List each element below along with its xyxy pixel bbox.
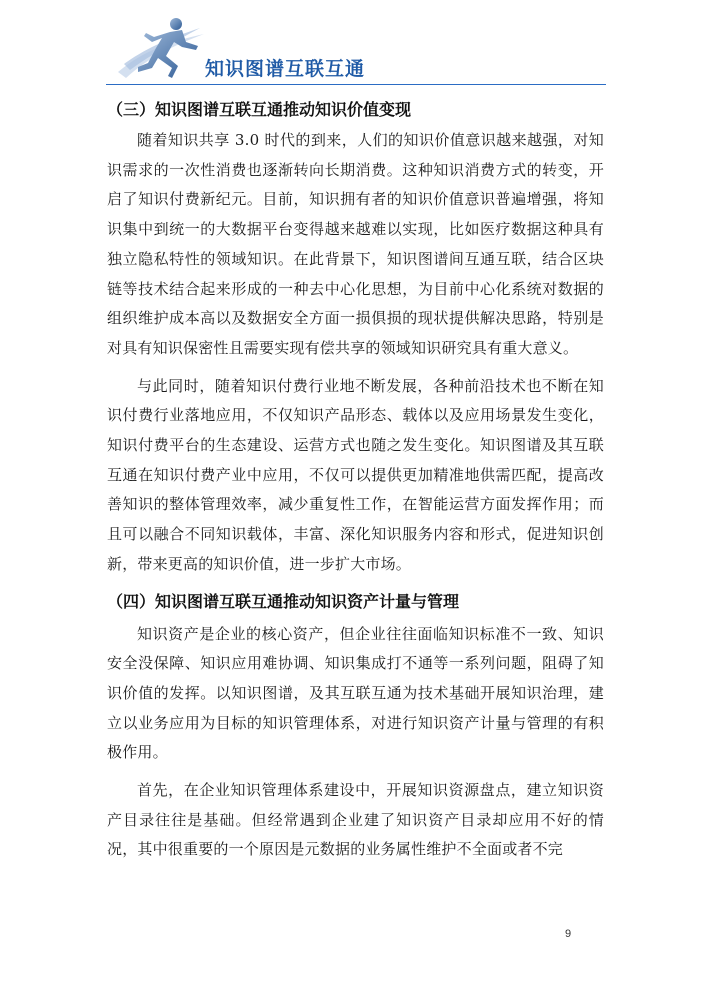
section-heading: （三）知识图谱互联互通推动知识价值变现: [107, 100, 412, 119]
section-heading: （四）知识图谱互联互通推动知识资产计量与管理: [107, 591, 460, 611]
document-body: [107, 98, 604, 873]
paragraph: 随着知识共享 3.0 时代的到来，人们的知识价值意识越来越强，对知识需求的一次性消费也逐渐转向长期消费。这种知识消费方式的转变，开启了知识付费新纪元。目前，知识拥有者的知识价值意识普遍增强，将知识集中到统一的大数据平台变得越来越难以实现，比如医疗数据这种具有独立隐私特性的领域知识。在此背景下，知识图谱间互通互联，结合区块链等技术结合起来形成的一种去中心化思想，为目前中心化系统对数据的组织维护成本高以及数据安全方面一损俱损的现状提供解决思路，特别是对具有知识保密性且需要实现有偿共享的领域知识研究具有重大意义。: [107, 131, 604, 357]
paragraph: 知识资产是企业的核心资产，但企业往往面临知识标准不一致、知识安全没保障、知识应用难协调、知识集成打不通等一系列问题，阻碍了知识价值的发挥。以知识图谱，及其互联互通为技术基础开展知识治理，建立以业务应用为目标的知识管理体系，对进行知识资产计量与管理的有积极作用。: [107, 624, 604, 762]
runner-logo-icon: [112, 12, 208, 84]
page-header: [0, 0, 710, 90]
header-title: 知识图谱互联互通: [205, 58, 366, 80]
page-number: 9: [565, 928, 572, 940]
paragraph: 首先，在企业知识管理体系建设中，开展知识资源盘点，建立知识资产目录往往是基础。但经常遇到企业建了知识资产目录却应用不好的情况，其中很重要的一个原因是元数据的业务属性维护不全面或者不完: [107, 781, 604, 859]
header-divider: [106, 84, 606, 85]
paragraph: 与此同时，随着知识付费行业地不断发展，各种前沿技术也不断在知识付费行业落地应用，不仅知识产品形态、载体以及应用场景发生变化，知识付费平台的生态建设、运营方式也随之发生变化。知识图谱及其互联互通在知识付费产业中应用，不仅可以提供更加精准地供需匹配，提高改善知识的整体管理效率，减少重复性工作，在智能运营方面发挥作用；而且可以融合不同知识载体，丰富、深化知识服务内容和形式，促进知识创新，带来更高的知识价值，进一步扩大市场。: [107, 376, 604, 573]
